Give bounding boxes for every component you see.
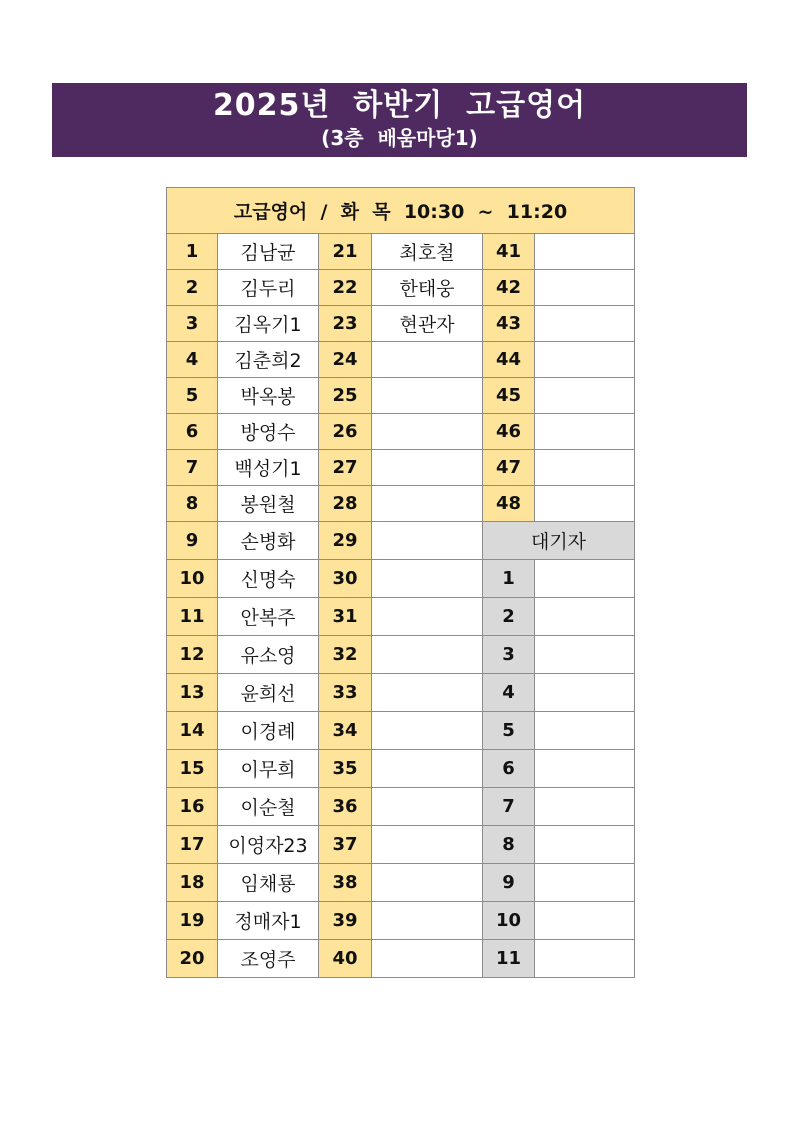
student-name — [372, 788, 483, 826]
student-name: 윤희선 — [218, 674, 319, 712]
student-name: 이무희 — [218, 750, 319, 788]
seat-number: 11 — [167, 598, 218, 636]
waitlist-number: 8 — [483, 826, 535, 864]
waitlist-number: 7 — [483, 788, 535, 826]
student-name: 임채룡 — [218, 864, 319, 902]
waitlist-number: 6 — [483, 750, 535, 788]
table-row — [167, 598, 635, 636]
seat-number: 19 — [167, 902, 218, 940]
seat-number: 9 — [167, 522, 218, 560]
student-name: 손병화 — [218, 522, 319, 560]
student-name — [372, 522, 483, 560]
seat-number: 24 — [319, 342, 372, 378]
student-name: 이순철 — [218, 788, 319, 826]
seat-number: 18 — [167, 864, 218, 902]
waitlist-number: 4 — [483, 674, 535, 712]
waitlist-name — [535, 598, 635, 636]
waitlist-name — [535, 864, 635, 902]
student-name: 신명숙 — [218, 560, 319, 598]
page-subtitle: (3층 배움마당1) — [321, 126, 478, 150]
seat-number: 8 — [167, 486, 218, 522]
table-row — [167, 788, 635, 826]
roster-table — [166, 187, 635, 978]
table-row — [167, 234, 635, 270]
seat-number: 25 — [319, 378, 372, 414]
student-name — [535, 270, 635, 306]
table-row — [167, 378, 635, 414]
seat-number: 22 — [319, 270, 372, 306]
waitlist-name — [535, 902, 635, 940]
table-row — [167, 342, 635, 378]
seat-number: 44 — [483, 342, 535, 378]
seat-number: 38 — [319, 864, 372, 902]
waitlist-number: 9 — [483, 864, 535, 902]
seat-number: 47 — [483, 450, 535, 486]
student-name — [535, 234, 635, 270]
student-name: 이영자23 — [218, 826, 319, 864]
table-row — [167, 674, 635, 712]
seat-number: 17 — [167, 826, 218, 864]
seat-number: 41 — [483, 234, 535, 270]
class-schedule-label: 고급영어 / 화 목 10:30 ~ 11:20 — [167, 188, 635, 234]
waitlist-name — [535, 674, 635, 712]
seat-number: 43 — [483, 306, 535, 342]
student-name — [535, 306, 635, 342]
seat-number: 29 — [319, 522, 372, 560]
table-row — [167, 864, 635, 902]
waitlist-name — [535, 636, 635, 674]
seat-number: 20 — [167, 940, 218, 978]
seat-number: 40 — [319, 940, 372, 978]
student-name: 이경례 — [218, 712, 319, 750]
student-name — [535, 342, 635, 378]
student-name — [372, 750, 483, 788]
student-name — [372, 826, 483, 864]
student-name: 조영주 — [218, 940, 319, 978]
student-name — [372, 450, 483, 486]
seat-number: 48 — [483, 486, 535, 522]
seat-number: 14 — [167, 712, 218, 750]
seat-number: 31 — [319, 598, 372, 636]
waitlist-number: 5 — [483, 712, 535, 750]
table-row — [167, 270, 635, 306]
student-name — [372, 674, 483, 712]
table-row — [167, 560, 635, 598]
student-name — [372, 940, 483, 978]
student-name — [535, 450, 635, 486]
table-row — [167, 486, 635, 522]
seat-number: 45 — [483, 378, 535, 414]
student-name — [372, 636, 483, 674]
table-row — [167, 450, 635, 486]
waitlist-number: 2 — [483, 598, 535, 636]
student-name: 최호철 — [372, 234, 483, 270]
waitlist-header: 대기자 — [483, 522, 635, 560]
waitlist-name — [535, 788, 635, 826]
table-row — [167, 712, 635, 750]
table-row — [167, 414, 635, 450]
table-row — [167, 306, 635, 342]
schedule-header-row — [167, 188, 635, 234]
seat-number: 21 — [319, 234, 372, 270]
seat-number: 1 — [167, 234, 218, 270]
student-name — [535, 378, 635, 414]
seat-number: 36 — [319, 788, 372, 826]
seat-number: 2 — [167, 270, 218, 306]
seat-number: 33 — [319, 674, 372, 712]
seat-number: 37 — [319, 826, 372, 864]
seat-number: 35 — [319, 750, 372, 788]
seat-number: 42 — [483, 270, 535, 306]
student-name: 유소영 — [218, 636, 319, 674]
seat-number: 5 — [167, 378, 218, 414]
student-name — [372, 902, 483, 940]
student-name: 김옥기1 — [218, 306, 319, 342]
seat-number: 26 — [319, 414, 372, 450]
student-name: 백성기1 — [218, 450, 319, 486]
seat-number: 16 — [167, 788, 218, 826]
table-row — [167, 940, 635, 978]
student-name: 정매자1 — [218, 902, 319, 940]
seat-number: 4 — [167, 342, 218, 378]
student-name — [535, 486, 635, 522]
seat-number: 7 — [167, 450, 218, 486]
seat-number: 12 — [167, 636, 218, 674]
student-name — [372, 712, 483, 750]
waitlist-number: 10 — [483, 902, 535, 940]
waitlist-name — [535, 750, 635, 788]
table-row — [167, 636, 635, 674]
student-name: 현관자 — [372, 306, 483, 342]
table-row — [167, 750, 635, 788]
page-title: 2025년 하반기 고급영어 — [212, 88, 587, 123]
seat-number: 30 — [319, 560, 372, 598]
student-name: 김두리 — [218, 270, 319, 306]
student-name: 봉원철 — [218, 486, 319, 522]
table-row — [167, 522, 635, 560]
student-name — [372, 414, 483, 450]
seat-number: 13 — [167, 674, 218, 712]
seat-number: 28 — [319, 486, 372, 522]
student-name: 박옥봉 — [218, 378, 319, 414]
student-name — [372, 486, 483, 522]
seat-number: 34 — [319, 712, 372, 750]
student-name — [372, 598, 483, 636]
seat-number: 6 — [167, 414, 218, 450]
student-name: 방영수 — [218, 414, 319, 450]
title-banner — [52, 83, 747, 157]
seat-number: 3 — [167, 306, 218, 342]
seat-number: 23 — [319, 306, 372, 342]
waitlist-name — [535, 712, 635, 750]
student-name — [372, 560, 483, 598]
seat-number: 10 — [167, 560, 218, 598]
student-name — [372, 378, 483, 414]
student-name: 한태웅 — [372, 270, 483, 306]
waitlist-number: 1 — [483, 560, 535, 598]
student-name: 김춘희2 — [218, 342, 319, 378]
seat-number: 32 — [319, 636, 372, 674]
student-name: 안복주 — [218, 598, 319, 636]
student-name: 김남균 — [218, 234, 319, 270]
waitlist-name — [535, 560, 635, 598]
seat-number: 39 — [319, 902, 372, 940]
student-name — [372, 864, 483, 902]
waitlist-name — [535, 826, 635, 864]
seat-number: 15 — [167, 750, 218, 788]
waitlist-number: 11 — [483, 940, 535, 978]
seat-number: 46 — [483, 414, 535, 450]
waitlist-name — [535, 940, 635, 978]
seat-number: 27 — [319, 450, 372, 486]
student-name — [372, 342, 483, 378]
table-row — [167, 902, 635, 940]
waitlist-number: 3 — [483, 636, 535, 674]
student-name — [535, 414, 635, 450]
table-row — [167, 826, 635, 864]
